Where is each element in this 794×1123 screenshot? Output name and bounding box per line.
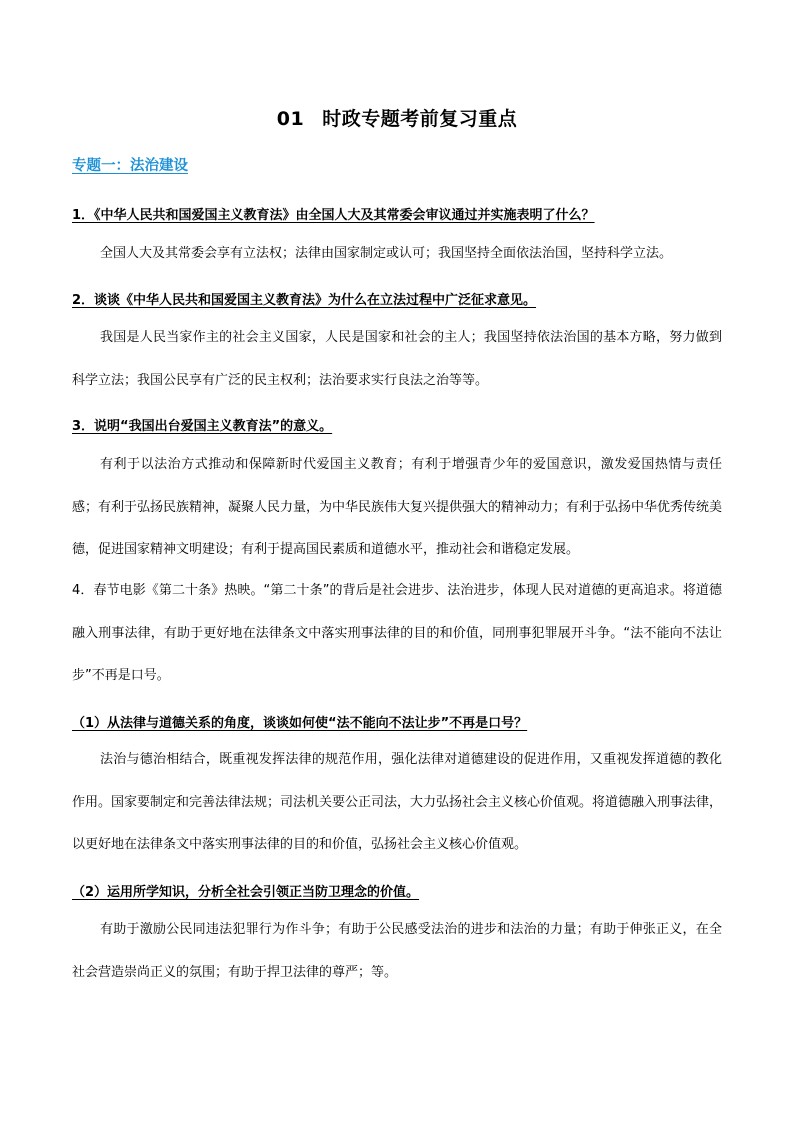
sub-question-1: （1）从法律与道德关系的角度，谈谈如何使“法不能向不法让步”不再是口号？ [72, 716, 528, 731]
page-title [0, 104, 794, 131]
question-2: 2．谈谈《中华人民共和国爱国主义教育法》为什么在立法过程中广泛征求意见。 [72, 293, 537, 308]
sub-answer-2: 有助于激励公民同违法犯罪行为作斗争；有助于公民感受法治的进步和法治的力量；有助于伸张正义，在全社会营造崇尚正义的氛围；有助于捍卫法律的尊严；等。 [72, 922, 722, 980]
sub-question-2: （2）运用所学知识，分析全社会引领正当防卫理念的价值。 [72, 885, 420, 900]
answer-2: 我国是人民当家作主的社会主义国家，人民是国家和社会的主人；我国坚持依法治国的基本方略，努力做到科学立法；我国公民享有广泛的民主权利；法治要求实行良法之治等等。 [72, 330, 722, 388]
sub-answer-1: 法治与德治相结合，既重视发挥法律的规范作用，强化法律对道德建设的促进作用，又重视发挥道德的教化作用。国家要制定和完善法律法规；司法机关要公正司法，大力弘扬社会主义核心价值观。将道德融入刑事法律，以更好地在法律条文中落实刑事法律的目的和价值，弘扬社会主义核心价值观。 [72, 752, 723, 852]
title-text: 时政专题考前复习重点 [322, 108, 518, 130]
question-4-stem: 4．春节电影《第二十条》热映。“第二十条”的背后是社会进步、法治进步，体现人民对道德的更高追求。将道德融入刑事法律，有助于更好地在法律条文中落实刑事法律的目的和价值，同刑事犯罪展开斗争。“法不能向不法让步”不再是口号。 [72, 583, 722, 683]
answer-1: 全国人大及其常委会享有立法权；法律由国家制定或认可；我国坚持全面依法治国，坚持科学立法。 [100, 246, 673, 261]
title-number: 01 [276, 108, 305, 130]
topic-heading: 专题一：法治建设 [72, 158, 188, 174]
answer-3: 有利于以法治方式推动和保障新时代爱国主义教育；有利于增强青少年的爱国意识，激发爱国热情与责任感；有利于弘扬民族精神，凝聚人民力量，为中华民族伟大复兴提供强大的精神动力；有利于弘扬中华优秀传统美德，促进国家精神文明建设；有利于提高国民素质和道德水平，推动社会和谐稳定发展。 [72, 457, 723, 557]
question-3: 3．说明“我国出台爱国主义教育法”的意义。 [72, 419, 333, 434]
question-1: 1．《中华人民共和国爱国主义教育法》由全国人大及其常委会审议通过并实施表明了什么？ [72, 208, 595, 223]
